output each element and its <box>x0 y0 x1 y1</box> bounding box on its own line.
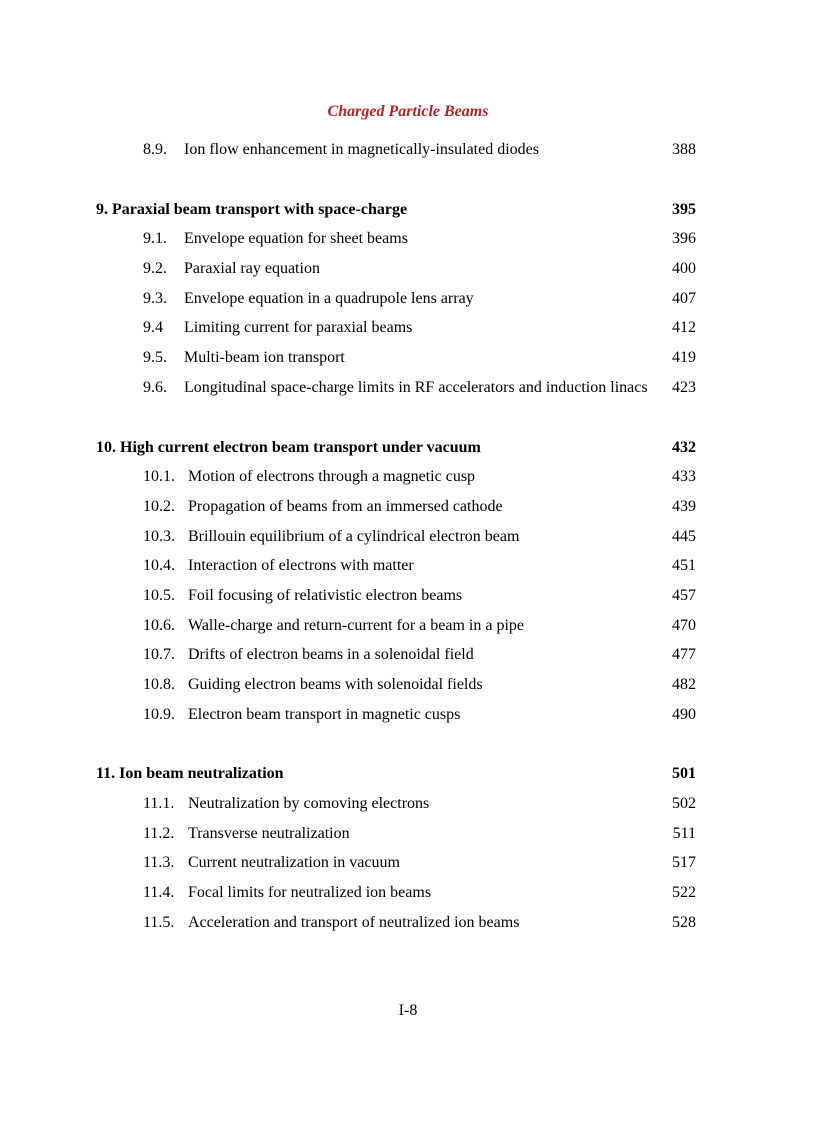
section-title: Transverse neutralization <box>188 824 350 842</box>
toc-entry-10-5[interactable] <box>0 584 816 614</box>
section-number: 11.4. <box>143 884 175 902</box>
toc-entry-9-1[interactable] <box>0 227 816 257</box>
toc-entry-10-9[interactable] <box>0 703 816 733</box>
toc-entry-10-7[interactable] <box>0 643 816 673</box>
section-title: Electron beam transport in magnetic cusps <box>188 705 461 723</box>
running-header: Charged Particle Beams <box>327 103 489 120</box>
toc-entry-8-9[interactable] <box>0 138 816 168</box>
section-title: Motion of electrons through a magnetic cusp <box>188 468 476 486</box>
toc-entry-9-6[interactable] <box>0 376 816 406</box>
page-ref: 395 <box>672 200 696 218</box>
page-ref: 433 <box>672 468 696 486</box>
chapter-title: 11. Ion beam neutralization <box>96 765 284 783</box>
page-ref: 419 <box>672 349 696 367</box>
page-ref: 490 <box>672 705 696 723</box>
section-title: Limiting current for paraxial beams <box>184 319 413 337</box>
section-title: Propagation of beams from an immersed cathode <box>188 497 503 515</box>
page-ref: 412 <box>672 319 696 337</box>
spacer <box>0 406 816 436</box>
page-ref: 407 <box>672 289 696 307</box>
toc-entry-10-2[interactable] <box>0 495 816 525</box>
section-title: Paraxial ray equation <box>184 260 320 278</box>
toc-entry-9-3[interactable] <box>0 287 816 317</box>
section-number: 9.2. <box>143 260 167 278</box>
spacer <box>0 732 816 762</box>
section-number: 10.8. <box>143 676 175 693</box>
section-title: Acceleration and transport of neutralized ion beams <box>188 913 520 931</box>
section-number: 11.3. <box>143 854 175 872</box>
section-number: 10.4. <box>143 557 175 575</box>
page-ref: 517 <box>672 854 696 872</box>
section-number: 10.5. <box>143 586 175 604</box>
section-number: 8.9. <box>143 141 167 158</box>
chapter-title: 9. Paraxial beam transport with space-charge <box>96 200 408 218</box>
page-ref: 451 <box>672 557 696 575</box>
section-number: 10.6. <box>143 616 175 634</box>
page-ref: 522 <box>672 884 696 902</box>
section-number: 9.3. <box>143 289 167 307</box>
section-title: Ion flow enhancement in magnetically-insulated diodes <box>184 141 539 158</box>
section-title: Multi-beam ion transport <box>184 349 345 367</box>
page-ref: 501 <box>672 765 696 783</box>
page-ref: 423 <box>672 378 696 396</box>
section-number: 10.2. <box>143 497 175 515</box>
section-title: Interaction of electrons with matter <box>188 557 414 575</box>
table-of-contents <box>0 138 816 941</box>
toc-entry-11-3[interactable] <box>0 851 816 881</box>
section-number: 9.5. <box>143 349 167 367</box>
page-ref: 432 <box>672 438 696 456</box>
section-title: Neutralization by comoving electrons <box>188 795 430 813</box>
page-number: I-8 <box>398 1002 418 1019</box>
section-title: Drifts of electron beams in a solenoidal field <box>188 646 474 664</box>
toc-entry-11-4[interactable] <box>0 881 816 911</box>
spacer <box>0 168 816 198</box>
section-title: Guiding electron beams with solenoidal fields <box>188 676 483 693</box>
page-ref: 470 <box>672 616 696 634</box>
toc-chapter-11[interactable] <box>0 762 816 792</box>
chapter-title: 10. High current electron beam transport under vacuum <box>96 438 481 456</box>
section-title: Envelope equation for sheet beams <box>184 230 408 248</box>
section-number: 11.5. <box>143 913 175 931</box>
page-ref: 528 <box>672 913 696 931</box>
page-ref: 477 <box>672 646 696 664</box>
toc-entry-10-3[interactable] <box>0 525 816 555</box>
section-number: 10.3. <box>143 527 175 545</box>
toc-chapter-9[interactable] <box>0 198 816 228</box>
toc-entry-10-6[interactable] <box>0 614 816 644</box>
section-title: Longitudinal space-charge limits in RF accelerators and induction linacs <box>184 378 648 396</box>
section-number: 9.1. <box>143 230 167 248</box>
page-ref: 439 <box>672 497 696 515</box>
section-title: Brillouin equilibrium of a cylindrical electron beam <box>188 527 520 545</box>
section-title: Foil focusing of relativistic electron beams <box>188 586 463 604</box>
toc-entry-10-8[interactable] <box>0 673 816 703</box>
page-ref: 482 <box>672 676 696 693</box>
page-ref: 511 <box>672 824 696 842</box>
section-number: 11.1. <box>143 795 175 813</box>
section-number: 10.9. <box>143 705 175 723</box>
toc-entry-11-1[interactable] <box>0 792 816 822</box>
page-ref: 502 <box>672 795 696 813</box>
section-number: 9.6. <box>143 378 167 396</box>
toc-entry-11-2[interactable] <box>0 822 816 852</box>
toc-entry-10-1[interactable] <box>0 465 816 495</box>
section-title: Focal limits for neutralized ion beams <box>188 884 432 902</box>
toc-entry-10-4[interactable] <box>0 554 816 584</box>
section-title: Walle-charge and return-current for a beam in a pipe <box>188 616 525 634</box>
section-number: 11.2. <box>143 824 175 842</box>
section-number: 10.7. <box>143 646 175 664</box>
section-title: Envelope equation in a quadrupole lens array <box>184 289 474 307</box>
page-ref: 400 <box>672 260 696 278</box>
page-ref: 445 <box>672 527 696 545</box>
page-ref: 396 <box>672 230 696 248</box>
toc-entry-9-2[interactable] <box>0 257 816 287</box>
section-title: Current neutralization in vacuum <box>188 854 400 872</box>
section-number: 10.1. <box>143 468 175 486</box>
page-ref: 388 <box>672 141 696 158</box>
toc-chapter-10[interactable] <box>0 436 816 466</box>
toc-entry-9-5[interactable] <box>0 346 816 376</box>
section-number: 9.4 <box>143 319 163 337</box>
toc-entry-11-5[interactable] <box>0 911 816 941</box>
page-ref: 457 <box>672 586 696 604</box>
toc-entry-9-4[interactable] <box>0 316 816 346</box>
